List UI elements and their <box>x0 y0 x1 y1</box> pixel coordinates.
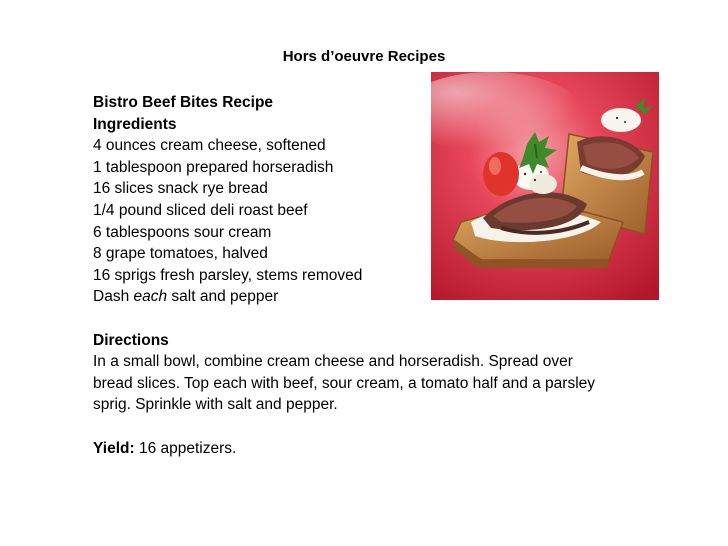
ingredient-item: 16 slices snack rye bread <box>93 180 268 198</box>
ingredient-item: 4 ounces cream cheese, softened <box>93 137 326 155</box>
ingredient-item: 6 tablespoons sour cream <box>93 223 272 241</box>
directions-line: sprig. Sprinkle with salt and pepper. <box>93 396 338 414</box>
seasoning-suffix: salt and pepper <box>167 288 279 306</box>
tomato-half <box>483 152 519 196</box>
recipe-name: Bistro Beef Bites Recipe <box>93 94 274 111</box>
directions-line: bread slices. Top each with beef, sour cream, a tomato half and a parsley <box>93 374 596 392</box>
ingredient-item: 1/4 pound sliced deli roast beef <box>93 201 308 219</box>
yield-line <box>93 438 713 460</box>
ingredients-heading: Ingredients <box>93 115 177 133</box>
ingredient-item: 8 grape tomatoes, halved <box>93 245 268 263</box>
seasoning-emphasis: each <box>133 288 168 306</box>
yield-value: 16 appetizers. <box>134 439 237 457</box>
beef-bites-illustration <box>431 72 659 300</box>
directions-heading: Directions <box>93 331 169 349</box>
seasoning-prefix: Dash <box>93 288 134 306</box>
page-title: Hors d’oeuvre Recipes <box>282 48 446 65</box>
directions-line: In a small bowl, combine cream cheese and horseradish. Spread over <box>93 353 573 371</box>
ingredient-item: 1 tablespoon prepared horseradish <box>93 158 334 176</box>
yield-label: Yield: <box>93 439 135 457</box>
ingredient-item: 16 sprigs fresh parsley, stems removed <box>93 266 363 284</box>
recipe-photo <box>431 72 659 300</box>
